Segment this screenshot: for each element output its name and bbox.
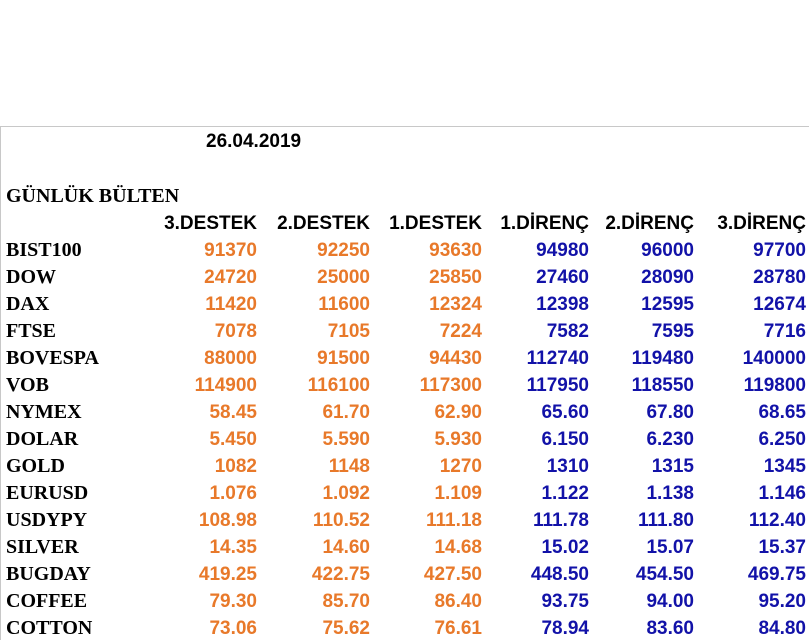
instrument-name: EURUSD	[6, 482, 89, 504]
resistance-value: 15.07	[646, 537, 694, 558]
header-resistance-2: 2.DİRENÇ	[605, 213, 694, 234]
resistance-value: 15.37	[758, 537, 806, 558]
support-value: 62.90	[434, 402, 482, 423]
resistance-value: 68.65	[758, 402, 806, 423]
resistance-value: 119480	[631, 348, 694, 369]
support-value: 11420	[205, 294, 257, 315]
table-row	[0, 507, 809, 534]
instrument-name: VOB	[6, 374, 49, 396]
support-value: 1.076	[209, 483, 257, 504]
support-value: 117300	[419, 375, 482, 396]
resistance-value: 65.60	[541, 402, 589, 423]
resistance-value: 15.02	[541, 537, 589, 558]
instrument-name: USDYPY	[6, 509, 88, 531]
resistance-value: 117950	[526, 375, 589, 396]
instrument-name: BOVESPA	[6, 347, 99, 369]
support-value: 73.06	[209, 618, 257, 639]
support-value: 79.30	[209, 591, 257, 612]
instrument-name: FTSE	[6, 320, 57, 342]
resistance-value: 78.94	[541, 618, 589, 639]
table-row	[0, 264, 809, 291]
table-row	[0, 399, 809, 426]
table-row	[0, 588, 809, 615]
resistance-value: 94980	[536, 240, 589, 261]
support-value: 75.62	[322, 618, 370, 639]
resistance-value: 454.50	[635, 564, 694, 585]
support-value: 5.590	[322, 429, 370, 450]
support-value: 88000	[204, 348, 257, 369]
resistance-value: 7716	[763, 321, 806, 342]
table-row	[0, 480, 809, 507]
support-value: 25000	[317, 267, 370, 288]
support-value: 12324	[429, 294, 482, 315]
resistance-value: 96000	[641, 240, 694, 261]
instrument-name: BUGDAY	[6, 563, 91, 585]
resistance-value: 1310	[546, 456, 589, 477]
header-support-1: 1.DESTEK	[389, 213, 482, 234]
support-value: 14.35	[209, 537, 257, 558]
bulletin-date: 26.04.2019	[206, 131, 302, 152]
table-row	[0, 291, 809, 318]
resistance-value: 1345	[763, 456, 806, 477]
header-resistance-1: 1.DİRENÇ	[500, 213, 589, 234]
support-value: 91370	[204, 240, 257, 261]
support-value: 93630	[429, 240, 482, 261]
support-value: 116100	[307, 375, 370, 396]
support-value: 111.18	[425, 510, 482, 531]
support-value: 1.092	[322, 483, 370, 504]
resistance-value: 1.138	[646, 483, 694, 504]
resistance-value: 7582	[546, 321, 589, 342]
table-row	[0, 615, 809, 642]
resistance-value: 95.20	[758, 591, 806, 612]
resistance-value: 112740	[526, 348, 589, 369]
resistance-value: 1.122	[541, 483, 589, 504]
support-value: 1270	[439, 456, 482, 477]
resistance-value: 67.80	[646, 402, 694, 423]
support-value: 92250	[317, 240, 370, 261]
instrument-name: DOW	[6, 266, 56, 288]
resistance-value: 12595	[641, 294, 694, 315]
resistance-value: 112.40	[748, 510, 806, 531]
table-row	[0, 345, 809, 372]
support-value: 7105	[327, 321, 370, 342]
resistance-value: 6.150	[541, 429, 589, 450]
support-value: 1148	[328, 456, 370, 477]
table-row	[0, 318, 809, 345]
support-value: 110.52	[312, 510, 370, 531]
instrument-name: SILVER	[6, 536, 79, 558]
resistance-value: 97700	[753, 240, 806, 261]
resistance-value: 84.80	[758, 618, 806, 639]
header-support-2: 2.DESTEK	[277, 213, 370, 234]
resistance-value: 6.230	[646, 429, 694, 450]
support-value: 7078	[214, 321, 257, 342]
instrument-name: NYMEX	[6, 401, 82, 423]
bulletin-title: GÜNLÜK BÜLTEN	[6, 185, 180, 207]
support-value: 422.75	[311, 564, 370, 585]
header-support-3: 3.DESTEK	[164, 213, 257, 234]
support-value: 1.109	[434, 483, 482, 504]
resistance-value: 448.50	[530, 564, 589, 585]
support-value: 1082	[214, 456, 257, 477]
header-resistance-3: 3.DİRENÇ	[717, 213, 806, 234]
support-value: 419.25	[198, 564, 257, 585]
support-value: 5.930	[434, 429, 482, 450]
support-value: 114900	[194, 375, 257, 396]
resistance-value: 111.80	[637, 510, 694, 531]
resistance-value: 28780	[753, 267, 806, 288]
resistance-value: 12674	[753, 294, 806, 315]
instrument-name: BIST100	[6, 239, 82, 261]
support-value: 5.450	[209, 429, 257, 450]
support-value: 108.98	[198, 510, 257, 531]
resistance-value: 94.00	[646, 591, 694, 612]
support-value: 7224	[439, 321, 482, 342]
instrument-name: DOLAR	[6, 428, 79, 450]
resistance-value: 12398	[536, 294, 589, 315]
table-row	[0, 534, 809, 561]
instrument-name: COFFEE	[6, 590, 88, 612]
support-value: 25850	[429, 267, 482, 288]
table-row	[0, 426, 809, 453]
table-row	[0, 561, 809, 588]
support-value: 11600	[318, 294, 370, 315]
resistance-value: 111.78	[532, 510, 589, 531]
support-value: 14.60	[322, 537, 370, 558]
table-row	[0, 453, 809, 480]
resistance-value: 28090	[641, 267, 694, 288]
resistance-value: 140000	[742, 348, 806, 369]
support-value: 14.68	[434, 537, 482, 558]
table-row	[0, 237, 809, 264]
resistance-value: 6.250	[758, 429, 806, 450]
support-value: 427.50	[423, 564, 482, 585]
support-value: 76.61	[434, 618, 482, 639]
resistance-value: 469.75	[747, 564, 806, 585]
resistance-value: 1315	[651, 456, 694, 477]
resistance-value: 27460	[536, 267, 589, 288]
resistance-value: 93.75	[541, 591, 589, 612]
support-value: 94430	[429, 348, 482, 369]
instrument-name: GOLD	[6, 455, 65, 477]
resistance-value: 7595	[651, 321, 694, 342]
support-value: 58.45	[209, 402, 257, 423]
table-row	[0, 372, 809, 399]
support-value: 24720	[204, 267, 257, 288]
resistance-value: 1.146	[758, 483, 806, 504]
support-value: 85.70	[322, 591, 370, 612]
support-value: 91500	[317, 348, 370, 369]
resistance-value: 118550	[631, 375, 694, 396]
instrument-name: DAX	[6, 293, 50, 315]
support-value: 61.70	[322, 402, 370, 423]
resistance-value: 83.60	[646, 618, 694, 639]
support-value: 86.40	[434, 591, 482, 612]
instrument-name: COTTON	[6, 617, 93, 639]
resistance-value: 119800	[743, 375, 806, 396]
